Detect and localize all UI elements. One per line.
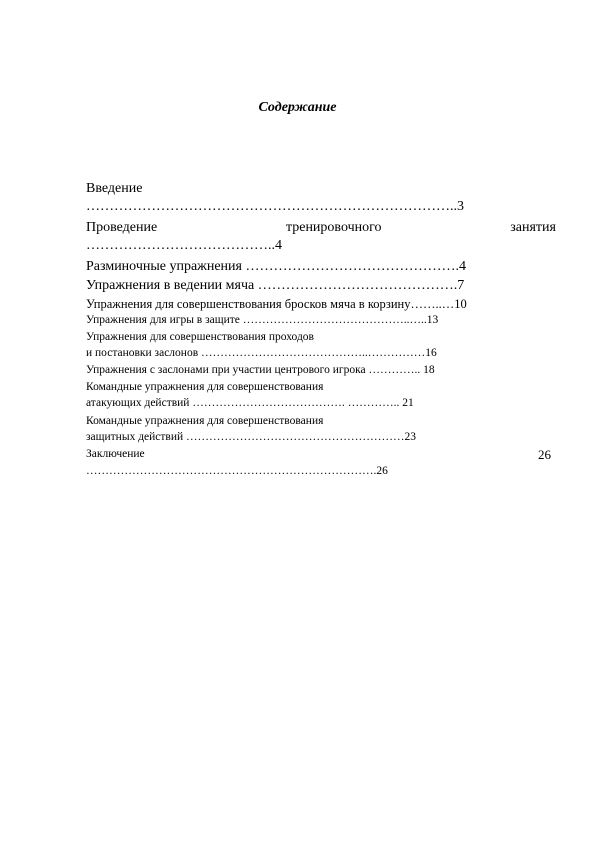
toc-conclusion-line [86,447,551,462]
toc-training-dots: …………………………………..4 [86,238,282,253]
toc-screens: Упражнения с заслонами при участии центрового игрока ………….. 18 [86,364,435,376]
toc-conclusion-label: Заключение [86,448,145,460]
toc-passes-line-2: и постановки заслонов ……………………………………..……………16 [86,347,437,359]
toc-intro-dots: ……………………………………………………………………..3 [86,199,464,214]
toc-team-defense-line-2: защитных действий …………………………………………………23 [86,431,417,443]
toc-training-line [86,219,556,237]
toc-team-defense-line-1: Командные упражнения для совершенствования [86,415,324,427]
toc-team-attack-line-2: атакующих действий …………………………………. ………….. 21 [86,397,414,409]
toc-intro-label: Введение [86,181,143,196]
toc-conclusion-page: 26 [538,447,551,462]
page-title: Содержание [258,100,337,115]
toc-team-attack-line-1: Командные упражнения для совершенствования [86,381,324,393]
toc-warmup: Разминочные упражнения ……………………………………….4 [86,259,466,274]
toc-conclusion-dots: ………………………………………………………………….26 [86,465,388,477]
toc-dribble: Упражнения в ведении мяча …………………………………….7 [86,278,465,293]
toc-shooting: Упражнения для совершенствования бросков мяча в корзину……..…10 [86,297,467,311]
toc-training-word-3: занятия [510,220,556,235]
toc-defense: Упражнения для игры в защите ……………………………………..…..13 [86,314,439,326]
toc-passes-line-1: Упражнения для совершенствования проходов [86,331,314,343]
toc-training-word-2: тренировочного [285,220,382,235]
toc-training-word-1: Проведение [86,220,158,235]
